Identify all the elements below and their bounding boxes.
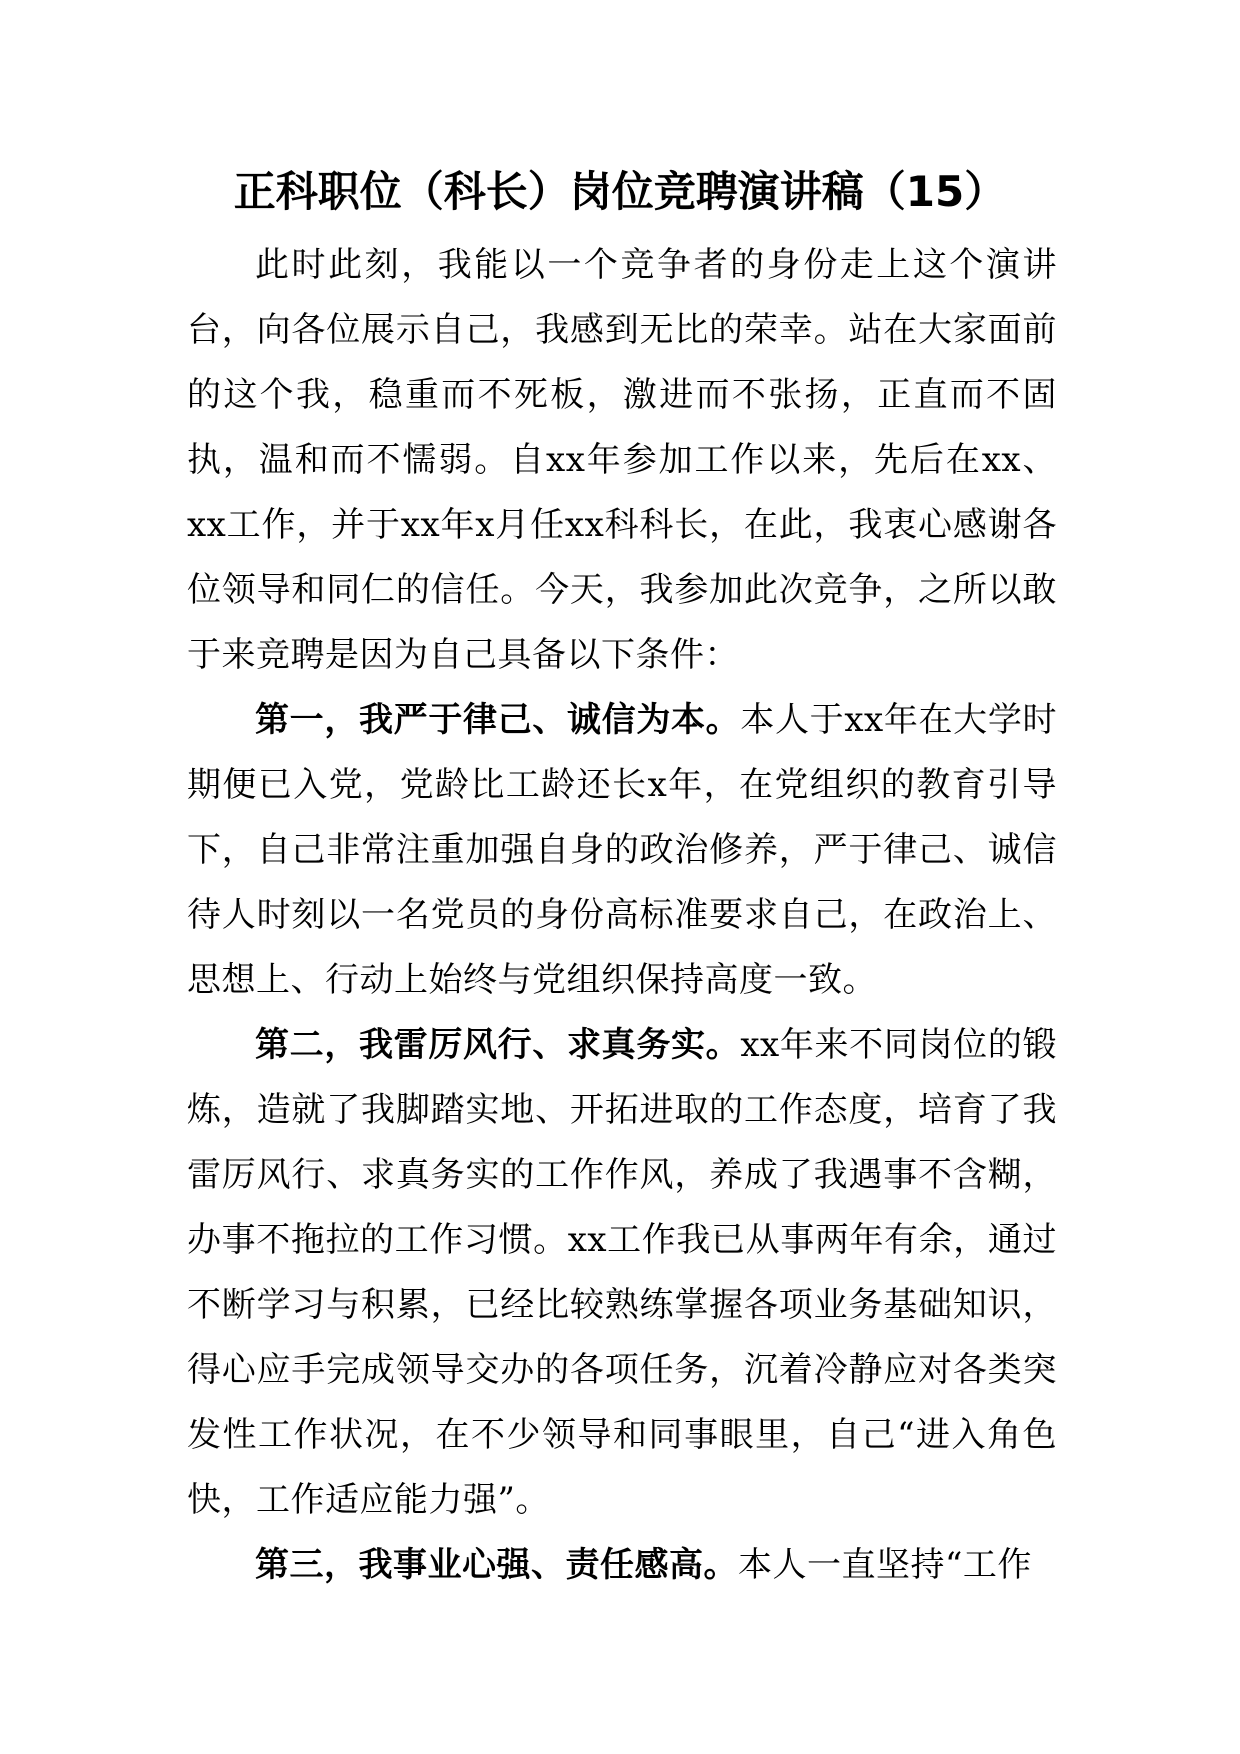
- paragraph-intro: [187, 233, 1057, 688]
- paragraph-text: xx年来不同岗位的锻炼，造就了我脚踏实地、开拓进取的工作态度，培育了我雷厉风行、求真务实的工作作风，养成了我遇事不含糊，办事不拖拉的工作习惯。xx工作我已从事两年有余，通过不断学习与积累，已经比较熟练掌握各项业务基础知识，得心应手完成领导交办的各项任务，沉着冷静应对各类突发性工作状况，在不少领导和同事眼里，自己“进入角色快，工作适应能力强”。: [187, 1025, 1058, 1520]
- paragraph-point-3: [187, 1533, 1057, 1598]
- paragraph-lead: 第二，我雷厉风行、求真务实。: [255, 1025, 741, 1065]
- paragraph-lead: 第三，我事业心强、责任感高。: [255, 1545, 738, 1585]
- paragraph-text: 此时此刻，我能以一个竞争者的身份走上这个演讲台，向各位展示自己，我感到无比的荣幸。站在大家面前的这个我，稳重而不死板，激进而不张扬，正直而不固执，温和而不懦弱。自xx年参加工作以来，先后在xx、xx工作，并于xx年x月任xx科科长，在此，我衷心感谢各位领导和同仁的信任。今天，我参加此次竞争，之所以敢于来竞聘是因为自己具备以下条件：: [187, 245, 1057, 675]
- paragraph-text: 本人于xx年在大学时期便已入党，党龄比工龄还长x年，在党组织的教育引导下，自己非常注重加强自身的政治修养，严于律己、诚信待人时刻以一名党员的身份高标准要求自己，在政治上、思想上、行动上始终与党组织保持高度一致。: [187, 700, 1058, 1000]
- paragraph-point-2: [187, 1013, 1057, 1533]
- paragraph-lead: 第一，我严于律己、诚信为本。: [255, 700, 741, 740]
- paragraph-text: 本人一直坚持“工作: [738, 1545, 1032, 1585]
- document-title: 正科职位（科长）岗位竞聘演讲稿（15）: [233, 167, 1007, 216]
- paragraph-point-1: [187, 688, 1057, 1013]
- document-body: [187, 233, 1057, 1598]
